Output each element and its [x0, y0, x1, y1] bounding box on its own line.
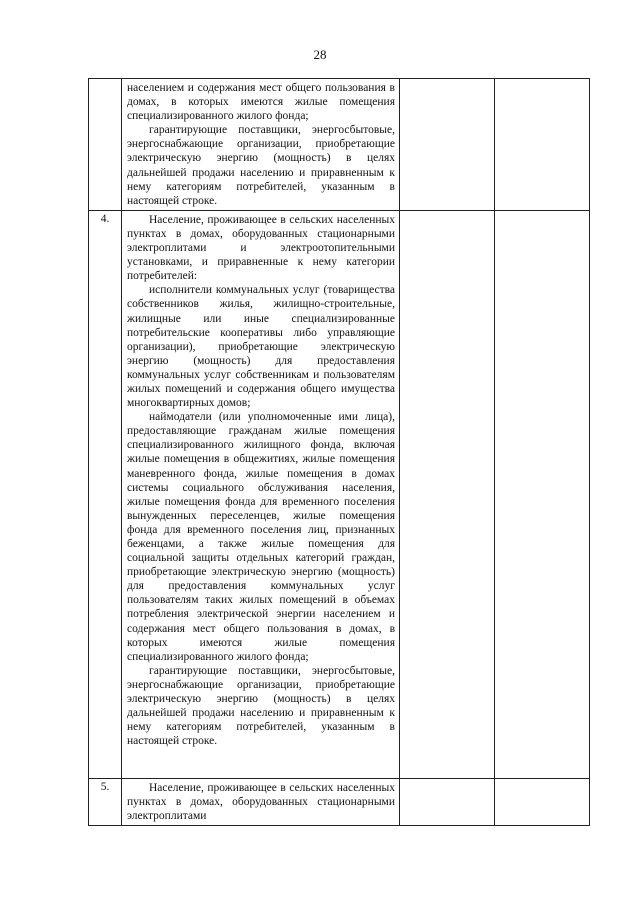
paragraph: гарантирующие поставщики, энергосбытовые, энергоснабжающие организации, приобретающие электрическую энергию (мощность) в целях дальнейшей продажи населению и приравненным к нему категориям потребителей, указанным в настоящей строке.: [127, 664, 395, 748]
paragraph: Население, проживающее в сельских населенных пунктах в домах, оборудованных стационарными электроплитами и электроотопительными установками, и приравненные к нему категории потребителей:: [127, 213, 395, 283]
empty-cell: [400, 210, 495, 778]
tariff-table: [88, 78, 590, 826]
empty-cell: [495, 778, 590, 825]
row-number: [89, 79, 122, 211]
page-number: 28: [313, 47, 327, 62]
table-row: [89, 210, 590, 778]
row-number: 5.: [89, 778, 122, 825]
table-row: [89, 778, 590, 825]
empty-cell: [400, 79, 495, 211]
paragraph: гарантирующие поставщики, энергосбытовые, энергоснабжающие организации, приобретающие электрическую энергию (мощность) в целях дальнейшей продажи населению и приравненным к нему категориям потребителей, указанным в настоящей строке.: [127, 124, 395, 207]
empty-cell: [495, 210, 590, 778]
paragraph: исполнители коммунальных услуг (товарищества собственников жилья, жилищно-строительные, жилищные или иные специализированные потребительские кооперативы либо управляющие организации), приобретающие электрическую энергию (мощность) для предоставления коммунальных услуг собственникам и пользователям жилых помещений и содержания общего имущества многоквартирных домов;: [127, 284, 395, 410]
empty-cell: [400, 778, 495, 825]
table-row: [89, 79, 590, 211]
row-description: [122, 79, 400, 211]
paragraph: наймодатели (или уполномоченные ими лица), предоставляющие гражданам жилые помещения специализированного жилищного фонда, включая жилые помещения в общежитиях, жилые помещения маневренного фонда, жилые помещения в домах системы социального обслуживания населения, жилые помещения фонда для временного поселения вынужденных переселенцев, жилые помещения фонда для временного поселения лиц, признанных беженцами, а также жилые помещения для социальной защиты отдельных категорий граждан, приобретающие электрическую энергию (мощность) для предоставления коммунальных услуг пользователям таких жилых помещений в объемах потребления электрической энергии населением и содержания мест общего пользования в домах, в которых имеются жилые помещения специализированного жилого фонда;: [127, 411, 395, 663]
paragraph: Население, проживающее в сельских населенных пунктах в домах, оборудованных стационарными электроплитами: [127, 781, 395, 823]
row-description: [122, 778, 400, 825]
row-description: [122, 210, 400, 778]
paragraph: населением и содержания мест общего пользования в домах, в которых имеются жилые помещения специализированного жилого фонда;: [127, 82, 395, 123]
empty-cell: [495, 79, 590, 211]
row-number: 4.: [89, 210, 122, 778]
